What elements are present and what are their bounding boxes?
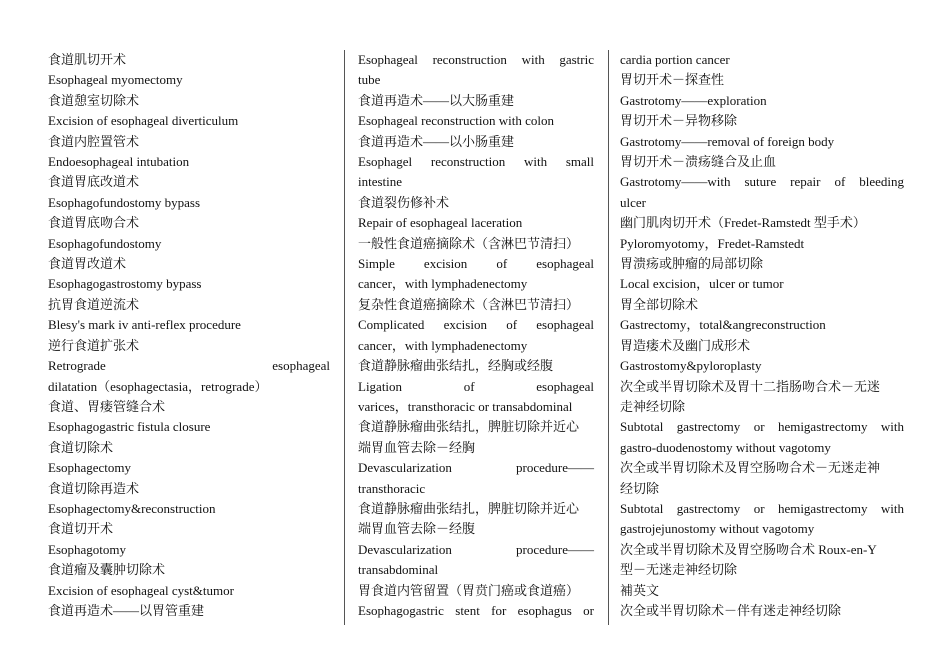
text-line: Gastrotomy——removal of foreign body <box>620 133 835 149</box>
text-line: Ligation of esophageal <box>358 378 594 394</box>
text-line: 端胃血管去除－经胸 <box>358 439 476 455</box>
text-column-2 <box>358 50 594 621</box>
text-line: Subtotal gastrectomy or hemigastrectomy with <box>620 419 904 435</box>
text-line: 次全或半胃切除术及胃空肠吻合术－无迷走神 <box>620 460 881 476</box>
text-line: 食道胃改道术 <box>48 256 127 272</box>
text-line: transthoracic <box>358 480 426 496</box>
text-line: Local excision，ulcer or tumor <box>620 276 784 292</box>
text-line: 逆行食道扩张术 <box>48 337 140 353</box>
text-line: 食道、胃瘘管缝合术 <box>48 398 166 414</box>
text-line: 食道切开术 <box>48 521 114 537</box>
text-line: Devascularization procedure—— <box>358 541 594 557</box>
text-line: Esophageal reconstruction with colon <box>358 113 555 129</box>
text-line: 复杂性食道癌摘除术（含淋巴节清扫） <box>358 296 580 312</box>
text-line: 胃切开术－异物移除 <box>620 113 738 129</box>
text-line: 胃溃疡或肿瘤的局部切除 <box>620 256 764 272</box>
text-line: 次全或半胃切除术及胃空肠吻合术 Roux-en-Y <box>620 541 877 557</box>
text-line: 胃食道内管留置（胃贲门癌或食道癌） <box>358 582 580 598</box>
text-line: varices，transthoracic or transabdominal <box>358 398 573 414</box>
text-line: 胃切开术－溃疡缝合及止血 <box>620 154 777 170</box>
text-line: 一般性食道癌摘除术（含淋巴节清扫） <box>358 235 580 251</box>
text-line: Esophagofundostomy <box>48 235 162 251</box>
text-line: Esophagogastrostomy bypass <box>48 276 202 292</box>
text-line: 胃造瘘术及幽门成形术 <box>620 337 751 353</box>
text-line: 走神经切除 <box>620 398 686 414</box>
text-line: gastrojejunostomy without vagotomy <box>620 521 815 537</box>
text-line: 次全或半胃切除术及胃十二指肠吻合术－无迷 <box>620 378 881 394</box>
text-line: 食道肌切开术 <box>48 52 127 67</box>
text-line: cancer，with lymphadenectomy <box>358 337 528 353</box>
text-line: Esophagectomy <box>48 460 132 476</box>
text-line: 幽门肌肉切开术（Fredet-Ramstedt 型手术） <box>620 215 866 231</box>
text-line: 端胃血管去除－经腹 <box>358 521 476 537</box>
text-line: Esophagofundostomy bypass <box>48 194 201 210</box>
text-line: Esophagogastric fistula closure <box>48 419 211 435</box>
text-line: tube <box>358 72 381 88</box>
text-line: Blesy's mark iv anti-reflex procedure <box>48 317 241 333</box>
text-line: 经切除 <box>620 480 660 496</box>
text-line: Gastrotomy——with suture repair of bleeding <box>620 174 904 190</box>
column-divider <box>344 50 345 625</box>
text-line: transabdominal <box>358 562 439 578</box>
text-column-1 <box>48 50 330 621</box>
text-line: 食道胃底改道术 <box>48 174 140 190</box>
text-line: gastro-duodenostomy without vagotomy <box>620 439 831 455</box>
text-line: Complicated excision of esophageal <box>358 317 594 333</box>
text-line: 食道切除再造术 <box>48 480 140 496</box>
text-line: Excision of esophageal diverticulum <box>48 113 239 129</box>
text-line: Subtotal gastrectomy or hemigastrectomy with <box>620 500 904 516</box>
text-line: 食道内腔置管术 <box>48 133 140 149</box>
text-line: Endoesophageal intubation <box>48 154 190 170</box>
text-line: Esophagectomy&reconstruction <box>48 500 216 516</box>
text-line: Simple excision of esophageal <box>358 256 594 272</box>
text-line: intestine <box>358 174 403 190</box>
text-line: 食道裂伤修补术 <box>358 194 450 210</box>
text-line: 食道胃底吻合术 <box>48 215 140 231</box>
text-line: 食道静脉瘤曲张结扎，脾脏切除并近心 <box>358 419 580 435</box>
text-line: 抗胃食道逆流术 <box>48 296 140 312</box>
text-line: Devascularization procedure—— <box>358 460 594 476</box>
text-line: 補英文 <box>620 582 660 598</box>
text-line: Gastrotomy——exploration <box>620 92 767 108</box>
text-line: Gastrectomy，total&angreconstruction <box>620 317 826 333</box>
text-line: 型－无迷走神经切除 <box>620 562 738 578</box>
text-line: dilatation（esophagectasia，retrograde） <box>48 378 268 394</box>
text-line: 次全或半胃切除术－伴有迷走神经切除 <box>620 602 842 618</box>
text-line: 胃全部切除术 <box>620 296 699 312</box>
text-line: Retrograde esophageal <box>48 358 330 374</box>
text-line: Esophagel reconstruction with small <box>358 154 594 170</box>
text-line: 食道静脉瘤曲张结扎，脾脏切除并近心 <box>358 500 580 516</box>
text-line: 食道静脉瘤曲张结扎，经胸或经腹 <box>358 358 554 374</box>
text-line: Esophagogastric stent for esophagus or <box>358 602 594 618</box>
text-line: 食道再造术——以大肠重建 <box>358 92 515 108</box>
text-line: ulcer <box>620 194 646 210</box>
text-line: Gastrostomy&pyloroplasty <box>620 358 762 374</box>
text-line: Esophageal myomectomy <box>48 72 183 88</box>
text-column-3 <box>620 50 904 621</box>
text-line: Esophageal reconstruction with gastric <box>358 52 594 67</box>
text-line: 胃切开术－探查性 <box>620 72 725 88</box>
text-line: Repair of esophageal laceration <box>358 215 523 231</box>
text-line: 食道再造术——以小肠重建 <box>358 133 515 149</box>
text-line: cardia portion cancer <box>620 52 730 67</box>
text-line: cancer，with lymphadenectomy <box>358 276 528 292</box>
text-line: Excision of esophageal cyst&tumor <box>48 582 234 598</box>
text-line: 食道瘤及囊肿切除术 <box>48 562 166 578</box>
text-line: Pyloromyotomy，Fredet-Ramstedt <box>620 235 805 251</box>
text-line: 食道切除术 <box>48 439 114 455</box>
text-line: 食道憩室切除术 <box>48 92 140 108</box>
text-line: 食道再造术——以胃管重建 <box>48 602 205 618</box>
text-line: Esophagotomy <box>48 541 126 557</box>
column-divider <box>608 50 609 625</box>
